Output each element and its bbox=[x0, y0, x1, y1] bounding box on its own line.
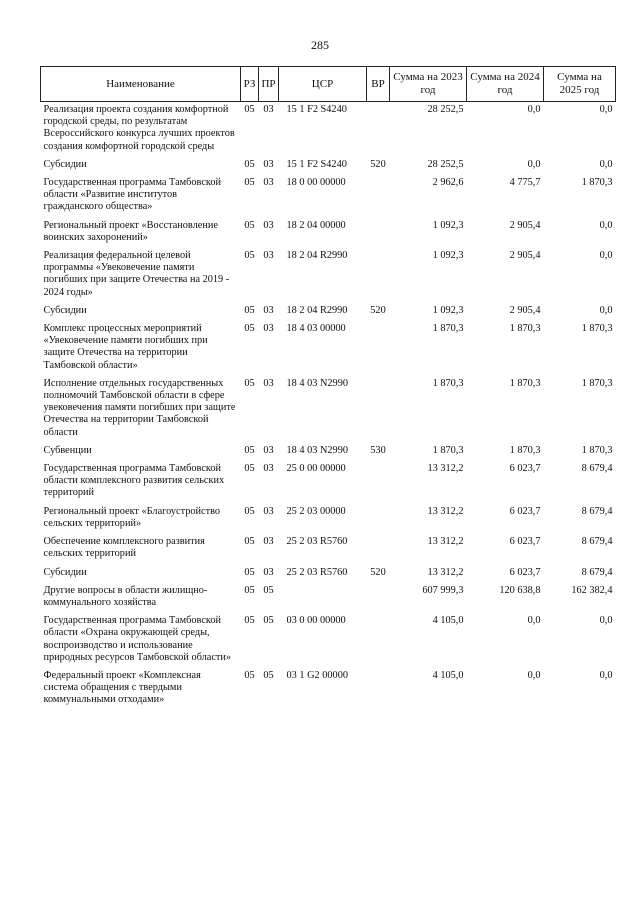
row-vr bbox=[367, 461, 390, 504]
row-rz: 05 bbox=[244, 377, 255, 389]
row-csr: 15 1 F2 S4240 bbox=[286, 104, 347, 115]
row-csr: 25 2 03 00000 bbox=[286, 505, 346, 517]
row-sum-2023: 1 092,3 bbox=[432, 250, 464, 262]
header-name: Наименование bbox=[41, 67, 241, 102]
row-sum-2024: 0,0 bbox=[527, 615, 541, 627]
row-rz: 05 bbox=[244, 584, 255, 596]
row-sum-2023: 4 105,0 bbox=[432, 669, 464, 681]
row-vr bbox=[367, 248, 390, 303]
row-pr: 03 bbox=[263, 505, 274, 517]
table-row bbox=[41, 248, 616, 303]
table-row bbox=[41, 461, 616, 504]
row-vr bbox=[367, 583, 390, 613]
row-sum-2024: 6 023,7 bbox=[509, 463, 541, 475]
header-sum-2025: Сумма на 2025 год bbox=[544, 67, 616, 102]
row-csr: 18 2 04 R2990 bbox=[286, 304, 348, 316]
row-rz: 05 bbox=[244, 505, 255, 517]
row-vr bbox=[367, 376, 390, 443]
row-sum-2024: 1 870,3 bbox=[509, 323, 541, 335]
row-csr: 15 1 F2 S4240 bbox=[286, 158, 347, 170]
row-pr: 05 bbox=[263, 615, 274, 627]
row-csr: 18 4 03 00000 bbox=[286, 323, 346, 335]
row-sum-2024: 2 905,4 bbox=[509, 250, 541, 262]
table-row bbox=[41, 157, 616, 175]
row-sum-2023: 13 312,2 bbox=[427, 505, 464, 517]
row-sum-2024: 2 905,4 bbox=[509, 304, 541, 316]
row-csr bbox=[279, 583, 367, 613]
row-csr: 18 0 00 00000 bbox=[286, 177, 346, 189]
row-rz: 05 bbox=[244, 250, 255, 262]
table-row bbox=[41, 534, 616, 564]
row-sum-2023: 1 092,3 bbox=[432, 304, 464, 316]
row-sum-2025: 0,0 bbox=[599, 250, 613, 262]
row-sum-2024: 1 870,3 bbox=[509, 444, 541, 456]
row-pr: 03 bbox=[263, 377, 274, 389]
row-csr: 18 2 04 00000 bbox=[286, 219, 346, 231]
row-name: Исполнение отдельных государственных полномочий Тамбовской области в сфере увековечения памяти погибших при защите Отечества на территории Тамбовской области bbox=[43, 377, 236, 438]
row-sum-2025: 1 870,3 bbox=[581, 377, 613, 389]
row-name: Государственная программа Тамбовской области комплексного развития сельских территорий bbox=[43, 463, 225, 499]
table-row bbox=[41, 376, 616, 443]
row-sum-2024: 4 775,7 bbox=[509, 177, 541, 189]
row-csr: 18 2 04 R2990 bbox=[286, 250, 348, 262]
table-row bbox=[41, 613, 616, 668]
row-sum-2025: 1 870,3 bbox=[581, 444, 613, 456]
row-vr bbox=[367, 218, 390, 248]
row-vr bbox=[367, 534, 390, 564]
row-sum-2025: 162 382,4 bbox=[571, 584, 613, 596]
row-pr: 03 bbox=[263, 323, 274, 335]
row-pr: 03 bbox=[263, 463, 274, 475]
table-row bbox=[41, 668, 616, 711]
row-csr: 18 4 03 N2990 bbox=[286, 377, 348, 389]
row-name: Субсидии bbox=[43, 566, 87, 578]
header-sum-2023: Сумма на 2023 год bbox=[390, 67, 467, 102]
row-sum-2023: 13 312,2 bbox=[427, 566, 464, 578]
row-rz: 05 bbox=[244, 536, 255, 548]
row-name: Субсидии bbox=[43, 304, 87, 316]
row-name: Региональный проект «Восстановление воинских захоронений» bbox=[43, 219, 218, 243]
row-sum-2024: 0,0 bbox=[527, 104, 541, 115]
row-vr: 520 bbox=[370, 158, 386, 170]
table-body bbox=[41, 102, 616, 711]
row-rz: 05 bbox=[244, 566, 255, 578]
row-vr bbox=[367, 321, 390, 376]
header-vr: ВР bbox=[367, 67, 390, 102]
row-sum-2024: 6 023,7 bbox=[509, 505, 541, 517]
row-sum-2024: 6 023,7 bbox=[509, 566, 541, 578]
row-pr: 03 bbox=[263, 304, 274, 316]
row-name: Субвенции bbox=[43, 444, 92, 456]
row-name: Реализация проекта создания комфортной городской среды, по результатам Всероссийского конкурса лучших проектов создания комфортной городской среды bbox=[43, 104, 235, 152]
row-rz: 05 bbox=[244, 104, 255, 115]
row-vr bbox=[367, 504, 390, 534]
row-vr bbox=[367, 175, 390, 218]
row-sum-2024: 2 905,4 bbox=[509, 219, 541, 231]
row-vr bbox=[367, 102, 390, 157]
row-pr: 03 bbox=[263, 566, 274, 578]
row-rz: 05 bbox=[244, 669, 255, 681]
row-name: Региональный проект «Благоустройство сельских территорий» bbox=[43, 505, 221, 529]
row-csr: 03 0 00 00000 bbox=[286, 615, 346, 627]
table-row bbox=[41, 303, 616, 321]
table-row bbox=[41, 583, 616, 613]
row-rz: 05 bbox=[244, 615, 255, 627]
row-pr: 05 bbox=[263, 669, 274, 681]
row-name: Государственная программа Тамбовской области «Развитие институтов гражданского общества» bbox=[43, 177, 222, 213]
row-rz: 05 bbox=[244, 219, 255, 231]
table-row bbox=[41, 218, 616, 248]
row-pr: 05 bbox=[263, 584, 274, 596]
header-csr: ЦСР bbox=[279, 67, 367, 102]
row-sum-2023: 1 092,3 bbox=[432, 219, 464, 231]
row-sum-2024: 0,0 bbox=[527, 158, 541, 170]
table-row bbox=[41, 443, 616, 461]
row-sum-2023: 13 312,2 bbox=[427, 536, 464, 548]
row-sum-2025: 0,0 bbox=[599, 615, 613, 627]
row-sum-2024: 1 870,3 bbox=[509, 377, 541, 389]
table-row bbox=[41, 175, 616, 218]
table-row bbox=[41, 321, 616, 376]
row-sum-2023: 1 870,3 bbox=[432, 323, 464, 335]
row-csr: 25 0 00 00000 bbox=[286, 463, 346, 475]
table-row bbox=[41, 565, 616, 583]
budget-table bbox=[40, 66, 616, 711]
row-sum-2025: 0,0 bbox=[599, 669, 613, 681]
row-name: Обеспечение комплексного развития сельских территорий bbox=[43, 536, 205, 560]
row-sum-2024: 0,0 bbox=[527, 669, 541, 681]
row-sum-2023: 4 105,0 bbox=[432, 615, 464, 627]
row-pr: 03 bbox=[263, 444, 274, 456]
row-sum-2023: 2 962,6 bbox=[432, 177, 464, 189]
row-name: Реализация федеральной целевой программы «Увековечение памяти погибших при защите Отечества на 2019 - 2024 годы» bbox=[43, 250, 230, 298]
row-sum-2023: 1 870,3 bbox=[432, 377, 464, 389]
table-row bbox=[41, 102, 616, 157]
row-name: Субсидии bbox=[43, 158, 87, 170]
row-sum-2023: 1 870,3 bbox=[432, 444, 464, 456]
row-sum-2025: 1 870,3 bbox=[581, 323, 613, 335]
row-sum-2025: 8 679,4 bbox=[581, 566, 613, 578]
row-csr: 03 1 G2 00000 bbox=[286, 669, 348, 681]
row-name: Комплекс процессных мероприятий «Увековечение памяти погибших при защите Отечества на территории Тамбовской области» bbox=[43, 323, 208, 371]
row-vr: 520 bbox=[370, 566, 386, 578]
row-vr bbox=[367, 668, 390, 711]
header-pr: ПР bbox=[259, 67, 279, 102]
row-sum-2025: 1 870,3 bbox=[581, 177, 613, 189]
row-sum-2023: 28 252,5 bbox=[427, 158, 464, 170]
table-header bbox=[41, 67, 616, 102]
row-rz: 05 bbox=[244, 444, 255, 456]
row-csr: 25 2 03 R5760 bbox=[286, 536, 348, 548]
row-sum-2025: 0,0 bbox=[599, 219, 613, 231]
row-pr: 03 bbox=[263, 177, 274, 189]
row-rz: 05 bbox=[244, 177, 255, 189]
row-vr bbox=[367, 613, 390, 668]
row-vr: 530 bbox=[370, 444, 386, 456]
header-sum-2024: Сумма на 2024 год bbox=[467, 67, 544, 102]
row-sum-2025: 0,0 bbox=[599, 304, 613, 316]
row-sum-2025: 0,0 bbox=[599, 104, 613, 115]
row-name: Другие вопросы в области жилищно-коммунального хозяйства bbox=[43, 584, 208, 608]
row-csr: 18 4 03 N2990 bbox=[286, 444, 348, 456]
row-pr: 03 bbox=[263, 158, 274, 170]
page-number: 285 bbox=[311, 38, 329, 52]
row-pr: 03 bbox=[263, 104, 274, 115]
row-name: Федеральный проект «Комплексная система обращения с твердыми коммунальными отходами» bbox=[43, 669, 201, 706]
row-sum-2025: 8 679,4 bbox=[581, 505, 613, 517]
row-sum-2025: 0,0 bbox=[599, 158, 613, 170]
row-sum-2023: 13 312,2 bbox=[427, 463, 464, 475]
row-rz: 05 bbox=[244, 323, 255, 335]
row-pr: 03 bbox=[263, 219, 274, 231]
row-rz: 05 bbox=[244, 304, 255, 316]
row-pr: 03 bbox=[263, 536, 274, 548]
row-vr: 520 bbox=[370, 304, 386, 316]
row-sum-2024: 120 638,8 bbox=[499, 584, 541, 596]
row-sum-2023: 28 252,5 bbox=[427, 104, 464, 115]
row-sum-2025: 8 679,4 bbox=[581, 463, 613, 475]
row-csr: 25 2 03 R5760 bbox=[286, 566, 348, 578]
table-row bbox=[41, 504, 616, 534]
row-sum-2023: 607 999,3 bbox=[422, 584, 464, 596]
row-rz: 05 bbox=[244, 158, 255, 170]
row-name: Государственная программа Тамбовской области «Охрана окружающей среды, воспроизводство и использование природных ресурсов Тамбовской области» bbox=[43, 615, 232, 663]
header-rz: РЗ bbox=[241, 67, 259, 102]
row-rz: 05 bbox=[244, 463, 255, 475]
row-sum-2024: 6 023,7 bbox=[509, 536, 541, 548]
row-pr: 03 bbox=[263, 250, 274, 262]
row-sum-2025: 8 679,4 bbox=[581, 536, 613, 548]
